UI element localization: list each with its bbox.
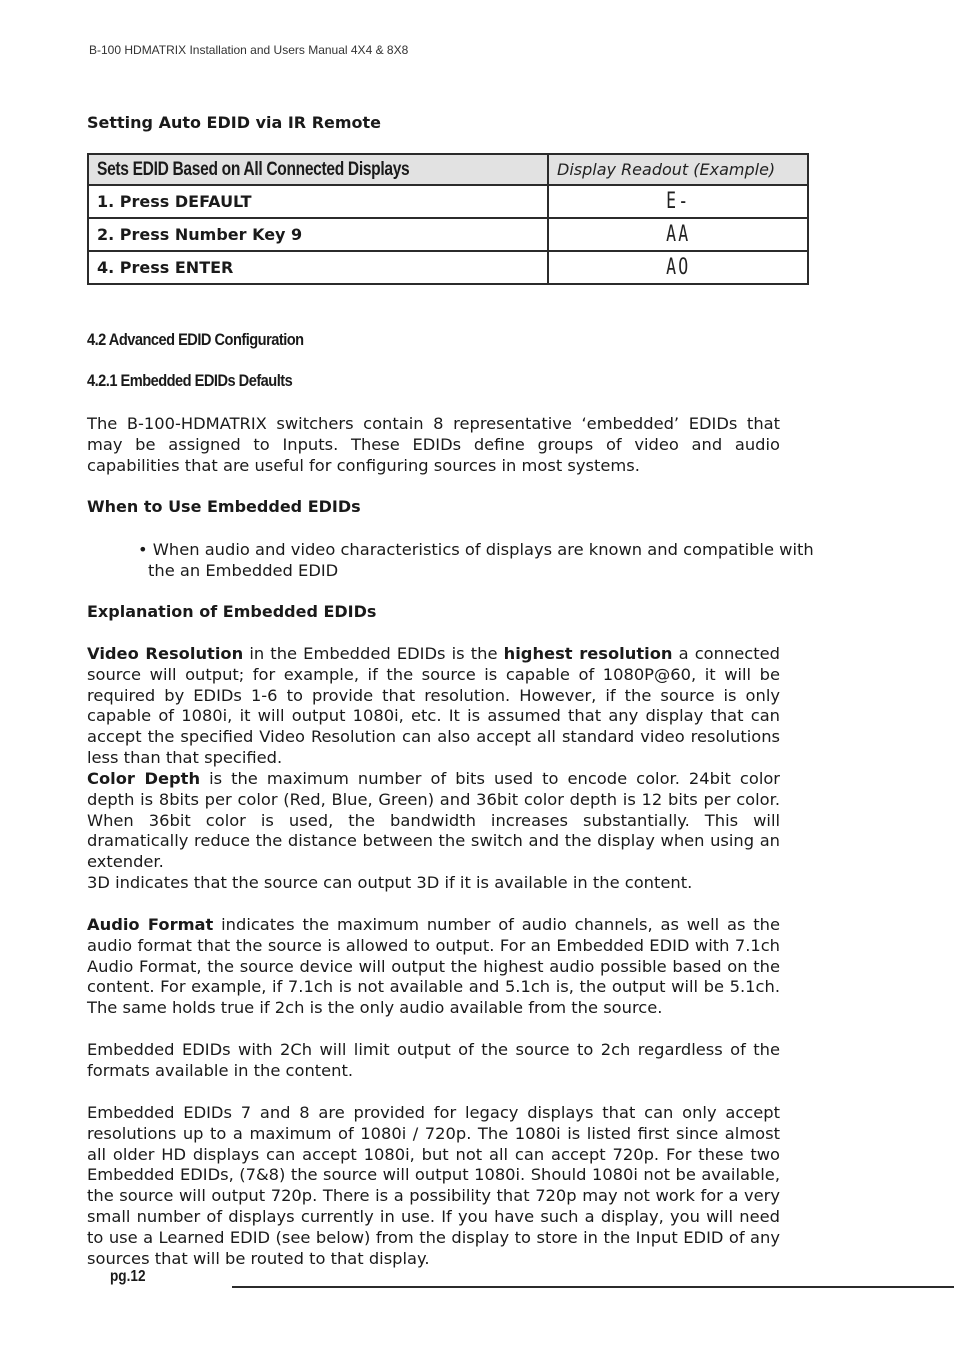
intro-paragraph: The B-100-HDMATRIX switchers contain 8 representative ‘embedded’ EDIDs that may be assigned to Inputs. These EDIDs define groups of video and audio capabilities that are useful for configuring sources in most systems.	[87, 414, 780, 475]
table-row	[88, 251, 808, 284]
step-label: 4. Press ENTER	[88, 251, 548, 284]
edid-steps-table	[87, 153, 809, 285]
readout-value: AO	[665, 255, 691, 280]
table-row	[88, 218, 808, 251]
step-label: 1. Press DEFAULT	[88, 185, 548, 218]
table-header-col1: Sets EDID Based on All Connected Displays	[88, 154, 548, 185]
readout-cell	[548, 218, 808, 251]
bullet-item: • When audio and video characteristics of displays are known and compatible with the an Embedded EDID	[138, 540, 814, 580]
readout-value: E-	[665, 189, 691, 214]
legacy-edid-paragraph: Embedded EDIDs 7 and 8 are provided for legacy displays that can only accept resolutions up to a maximum of 1080i / 720p. The 1080i is listed first since almost all older HD displays can accept 1080i, but not all can accept 720p. For these two Embedded EDIDs, (7&8) the source will output 1080i. Should 1080i not be available, the source will output 720p. There is a possibility that 720p may not work for a very small number of displays currently in use. If you have such a display, you will need to use a Learned EDID (see below) from the display to store in the Input EDID of any sources that will be routed to that display.	[87, 1103, 780, 1268]
three-d-paragraph: 3D indicates that the source can output 3D if it is available in the content.	[87, 873, 693, 892]
running-header: B-100 HDMATRIX Installation and Users Manual 4X4 & 8X8	[89, 43, 409, 57]
footer-rule	[232, 1286, 954, 1288]
color-depth-paragraph: Color Depth is the maximum number of bits used to encode color. 24bit color depth is 8bits per color (Red, Blue, Green) and 36bit color depth is 12 bits per color. When 36bit color is used, the bandwidth increases substantially. This will dramatically reduce the distance between the switch and the display when using an extender.	[87, 769, 781, 872]
table-header-row	[88, 154, 808, 185]
step-label: 2. Press Number Key 9	[88, 218, 548, 251]
readout-cell	[548, 251, 808, 284]
section-4-2-1-heading: 4.2.1 Embedded EDIDs Defaults	[87, 371, 293, 390]
section-4-2-heading: 4.2 Advanced EDID Configuration	[87, 330, 304, 349]
readout-cell	[548, 185, 808, 218]
readout-value: AA	[665, 222, 691, 247]
audio-format-paragraph: Audio Format indicates the maximum number of audio channels, as well as the audio format that the source is allowed to output. For an Embedded EDID with 7.1ch Audio Format, the source device will output the highest audio possible based on the content. For example, if 7.1ch is not available and 5.1ch is, the output will be 5.1ch. The same holds true if 2ch is the only audio available from the source.	[87, 915, 780, 1018]
ir-remote-heading: Setting Auto EDID via IR Remote	[87, 113, 382, 132]
when-to-use-heading: When to Use Embedded EDIDs	[87, 497, 361, 516]
table-row	[88, 185, 808, 218]
table-header-col2: Display Readout (Example)	[548, 154, 808, 185]
explanation-heading: Explanation of Embedded EDIDs	[87, 602, 377, 621]
two-ch-paragraph: Embedded EDIDs with 2Ch will limit output of the source to 2ch regardless of the formats available in the content.	[87, 1040, 780, 1080]
page-number: pg.12	[110, 1268, 146, 1285]
video-resolution-paragraph: Video Resolution in the Embedded EDIDs is the highest resolution a connected source will output; for example, if the source is capable of 1080P@60, it will be required by EDIDs 1-6 to provide that resolution. However, if the source is only capable of 1080i, it will output 1080i, etc. It is assumed that any display that can accept the specified Video Resolution can also accept all standard video resolutions less than that specified.	[87, 644, 780, 767]
